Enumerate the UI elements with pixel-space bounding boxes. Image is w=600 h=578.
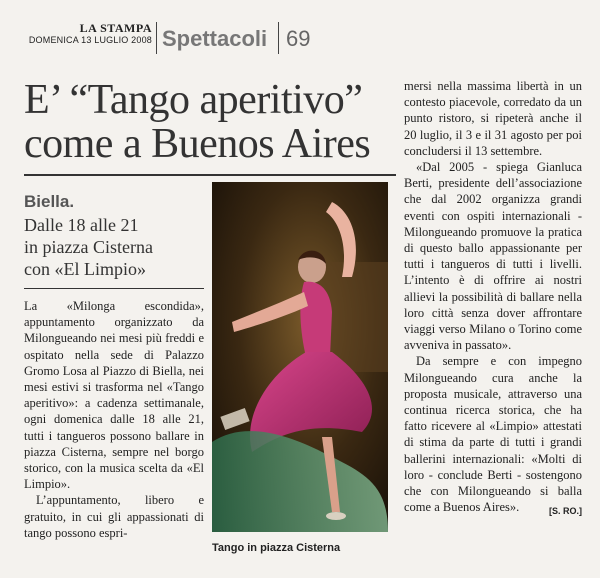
deck-line: Dalle 18 alle 21	[24, 215, 139, 235]
section-title: Spettacoli	[162, 26, 268, 51]
author-credit: [S. RO.]	[549, 506, 582, 517]
tango-dancer-photo	[212, 182, 388, 532]
deck-line: in piazza Cisterna	[24, 237, 153, 257]
newspaper-name: LA STAMPA	[79, 21, 152, 35]
body-paragraph: L’appuntamento, libero e gratuito, in cui gli appassionati di tango possono espri-	[24, 493, 204, 540]
headline-line: E’ “Tango aperitivo”	[24, 77, 363, 123]
headline-rule	[24, 174, 396, 176]
photo-illustration	[212, 182, 388, 532]
article-column-1	[24, 298, 204, 541]
masthead-divider	[278, 22, 279, 54]
photo-caption: Tango in piazza Cisterna	[212, 542, 341, 554]
headline	[24, 78, 404, 166]
headline-line: come a Buenos Aires	[24, 121, 371, 167]
dateline-place: Biella.	[24, 192, 75, 211]
deck-rule	[24, 288, 204, 289]
body-paragraph: La «Milonga escondida», appuntamento organizzato da Milongueando nei mesi più freddi e ospitato nella sede di Palazzo Gromo Losa al Piazzo di Biella, nei mesi estivi si trasforma nel «Tango aperitivo»: a cadenza settimanale, ogni domenica dalle 18 alle 21, tutti i tangueros possono ballare in piazza Cisterna, sempre nel borgo storico, con la musica scelta da «El Limpio».	[24, 299, 204, 492]
body-paragraph: «Dal 2005 - spiega Gianluca Berti, presidente dell’associazione che dal 2002 organizza grandi eventi con ospiti internazionali - Milongueando promuove la pratica di questo ballo appassionante per tutti i tangueros di tutti i livelli. L’intento è di offrire ai nostri allievi la possibilità di ballare nella loro città senza dover affrontare viaggi verso Milano o Torino come avveniva in passato».	[404, 160, 582, 353]
body-paragraph: mersi nella massima libertà in un contesto piacevole, corredato da un punto ristoro, si ripeterà anche il 20 luglio, il 3 e il 31 agosto per poi concludersi il 13 settembre.	[404, 79, 582, 158]
masthead-divider	[156, 22, 157, 54]
article-column-3	[404, 78, 582, 520]
deck	[24, 214, 204, 280]
body-paragraph: Da sempre e con impegno Milongueando cura anche la proposta musicale, attraverso una continua ricerca storica, che ha fatto ricevere al «Limpio» attestati di stima da parte di tutti i grandi ballerini internazionali: «Molti di loro - conclude Berti - sostengono che con Milongueando si balla come a Buenos Aires».	[404, 354, 582, 515]
deck-line: con «El Limpio»	[24, 259, 146, 279]
issue-date: DOMENICA 13 LUGLIO 2008	[28, 35, 152, 45]
page-number: 69	[286, 26, 311, 51]
masthead	[26, 22, 152, 46]
